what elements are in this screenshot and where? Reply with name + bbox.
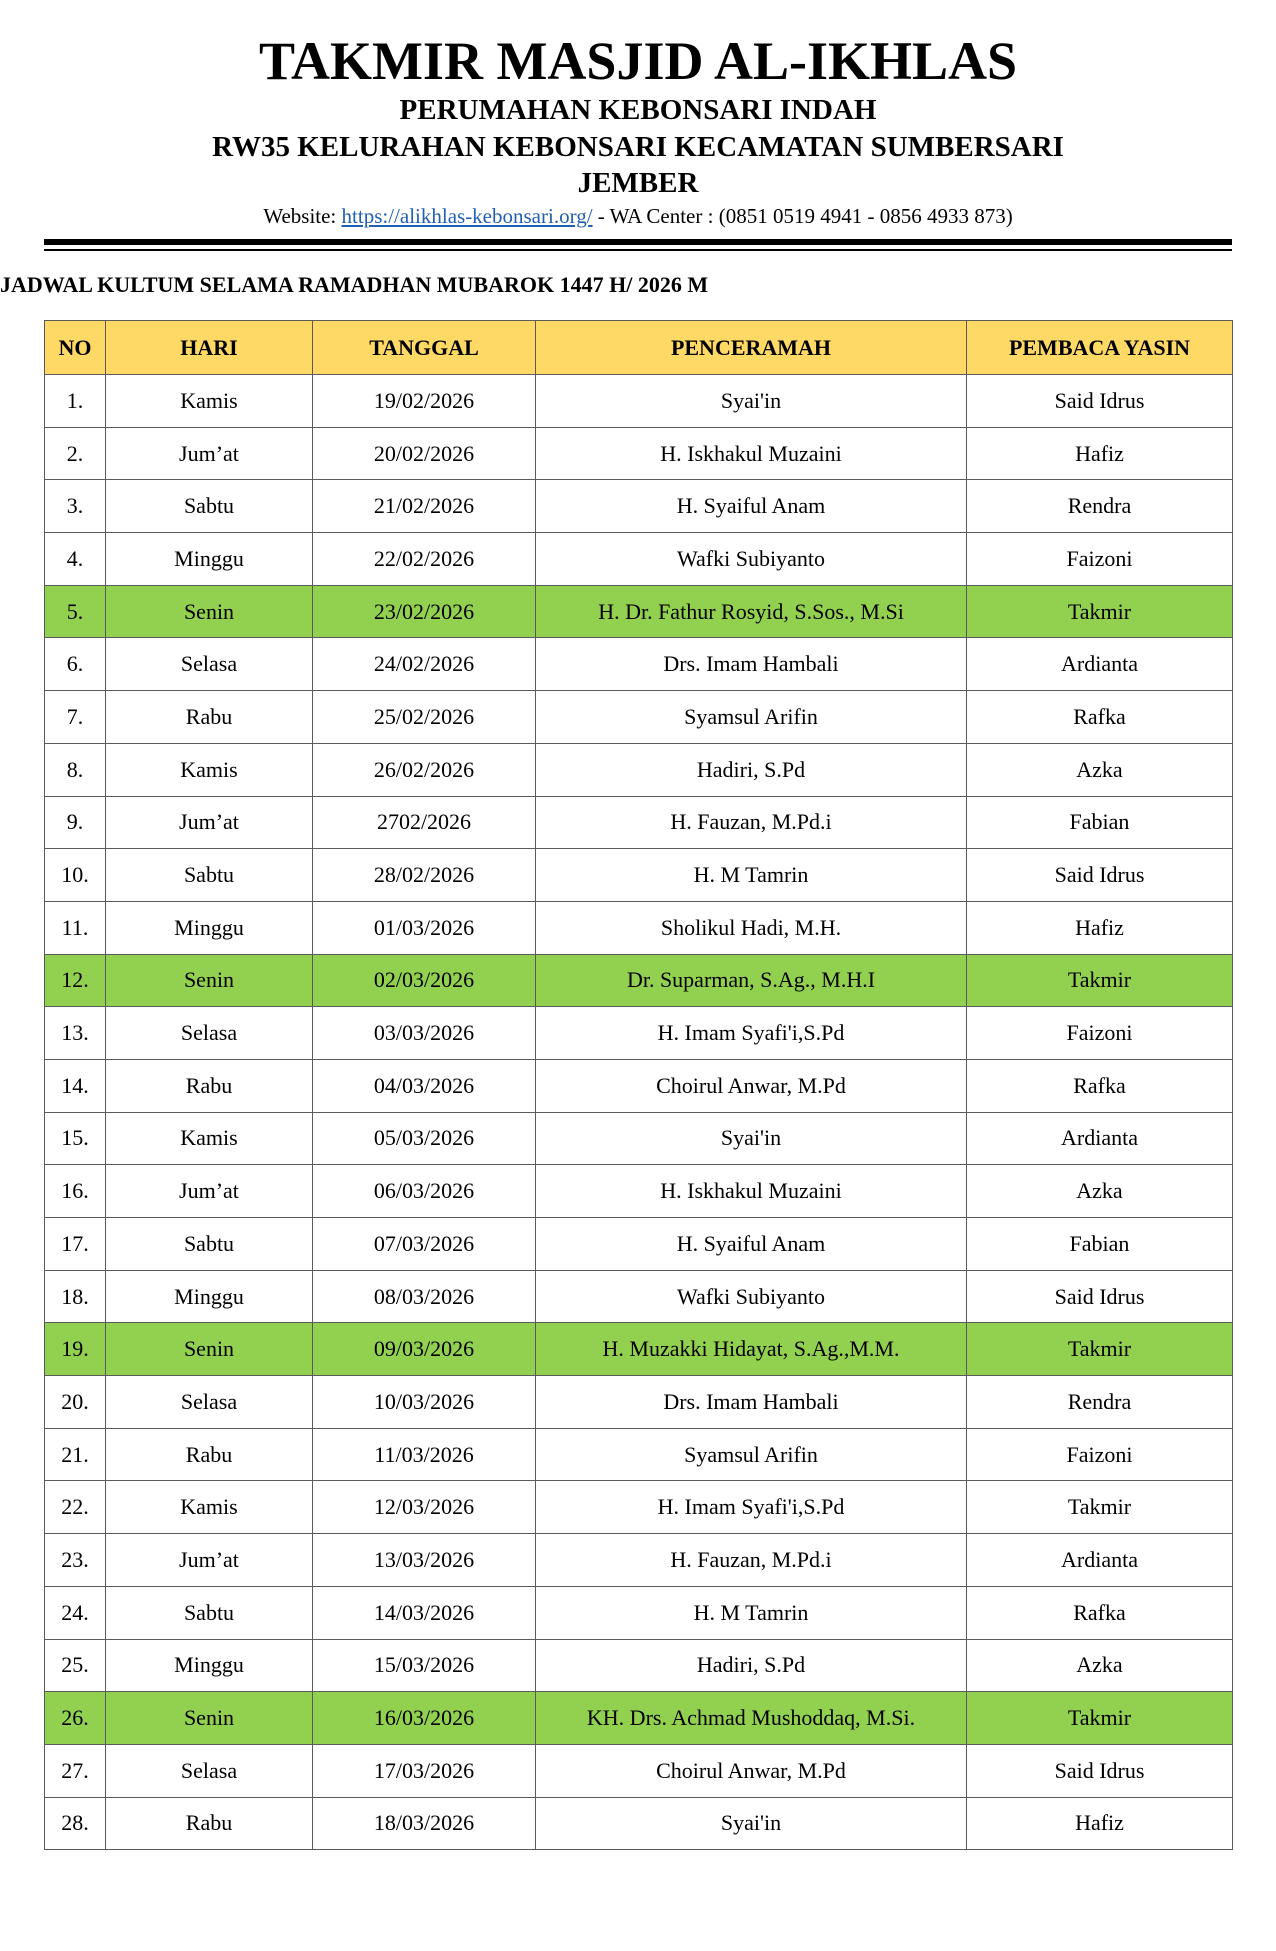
contact-line <box>0 202 1276 230</box>
cell-hari: Jum’at <box>106 1165 313 1218</box>
table-row <box>45 1692 1233 1745</box>
cell-penceramah: Syai'in <box>536 1112 967 1165</box>
table-row <box>45 1481 1233 1534</box>
cell-penceramah: Choirul Anwar, M.Pd <box>536 1059 967 1112</box>
cell-tanggal: 10/03/2026 <box>313 1376 536 1429</box>
cell-tanggal: 03/03/2026 <box>313 1007 536 1060</box>
cell-no: 9. <box>45 796 106 849</box>
cell-penceramah: H. Iskhakul Muzaini <box>536 1165 967 1218</box>
table-row <box>45 1639 1233 1692</box>
cell-tanggal: 17/03/2026 <box>313 1744 536 1797</box>
cell-hari: Sabtu <box>106 480 313 533</box>
column-header-tanggal: TANGGAL <box>313 321 536 375</box>
cell-tanggal: 07/03/2026 <box>313 1218 536 1271</box>
cell-pembaca-yasin: Fabian <box>967 1218 1233 1271</box>
cell-tanggal: 09/03/2026 <box>313 1323 536 1376</box>
cell-penceramah: H. Syaiful Anam <box>536 1218 967 1271</box>
table-row <box>45 1744 1233 1797</box>
column-header-no: NO <box>45 321 106 375</box>
table-row <box>45 1270 1233 1323</box>
cell-pembaca-yasin: Rendra <box>967 480 1233 533</box>
table-row <box>45 1428 1233 1481</box>
cell-tanggal: 01/03/2026 <box>313 901 536 954</box>
cell-pembaca-yasin: Ardianta <box>967 1534 1233 1587</box>
cell-tanggal: 23/02/2026 <box>313 585 536 638</box>
table-row <box>45 1797 1233 1850</box>
website-link[interactable]: https://alikhlas-kebonsari.org/ <box>341 204 593 228</box>
table-row <box>45 533 1233 586</box>
cell-no: 6. <box>45 638 106 691</box>
cell-tanggal: 06/03/2026 <box>313 1165 536 1218</box>
cell-pembaca-yasin: Said Idrus <box>967 849 1233 902</box>
table-row <box>45 743 1233 796</box>
cell-no: 1. <box>45 375 106 428</box>
cell-hari: Selasa <box>106 638 313 691</box>
cell-no: 15. <box>45 1112 106 1165</box>
cell-no: 24. <box>45 1586 106 1639</box>
cell-pembaca-yasin: Hafiz <box>967 1797 1233 1850</box>
cell-pembaca-yasin: Azka <box>967 1639 1233 1692</box>
table-row <box>45 901 1233 954</box>
cell-hari: Rabu <box>106 691 313 744</box>
cell-tanggal: 18/03/2026 <box>313 1797 536 1850</box>
cell-tanggal: 28/02/2026 <box>313 849 536 902</box>
cell-penceramah: Drs. Imam Hambali <box>536 1376 967 1429</box>
table-row <box>45 1586 1233 1639</box>
address-line-1: PERUMAHAN KEBONSARI INDAH <box>399 94 877 126</box>
schedule-table <box>44 320 1233 1850</box>
address-line-2: RW35 KELURAHAN KEBONSARI KECAMATAN SUMBERSARI <box>212 131 1064 163</box>
cell-pembaca-yasin: Said Idrus <box>967 1744 1233 1797</box>
cell-pembaca-yasin: Said Idrus <box>967 375 1233 428</box>
cell-hari: Jum’at <box>106 796 313 849</box>
cell-hari: Sabtu <box>106 1586 313 1639</box>
table-row <box>45 1323 1233 1376</box>
cell-penceramah: Dr. Suparman, S.Ag., M.H.I <box>536 954 967 1007</box>
table-row <box>45 1376 1233 1429</box>
cell-no: 16. <box>45 1165 106 1218</box>
table-row <box>45 480 1233 533</box>
cell-penceramah: H. Dr. Fathur Rosyid, S.Sos., M.Si <box>536 585 967 638</box>
table-row <box>45 585 1233 638</box>
table-row <box>45 691 1233 744</box>
cell-pembaca-yasin: Ardianta <box>967 1112 1233 1165</box>
table-row <box>45 1218 1233 1271</box>
cell-hari: Sabtu <box>106 849 313 902</box>
column-header-hari: HARI <box>106 321 313 375</box>
cell-tanggal: 05/03/2026 <box>313 1112 536 1165</box>
cell-penceramah: H. M Tamrin <box>536 849 967 902</box>
cell-hari: Senin <box>106 1323 313 1376</box>
cell-hari: Minggu <box>106 901 313 954</box>
cell-hari: Kamis <box>106 1112 313 1165</box>
cell-no: 23. <box>45 1534 106 1587</box>
cell-no: 3. <box>45 480 106 533</box>
cell-no: 28. <box>45 1797 106 1850</box>
cell-tanggal: 14/03/2026 <box>313 1586 536 1639</box>
cell-tanggal: 02/03/2026 <box>313 954 536 1007</box>
schedule-title: JADWAL KULTUM SELAMA RAMADHAN MUBAROK 1447 H/ 2026 M <box>0 272 709 297</box>
cell-tanggal: 12/03/2026 <box>313 1481 536 1534</box>
cell-penceramah: H. Fauzan, M.Pd.i <box>536 796 967 849</box>
cell-tanggal: 21/02/2026 <box>313 480 536 533</box>
cell-no: 5. <box>45 585 106 638</box>
cell-no: 4. <box>45 533 106 586</box>
cell-hari: Kamis <box>106 375 313 428</box>
table-row <box>45 1534 1233 1587</box>
cell-pembaca-yasin: Takmir <box>967 1323 1233 1376</box>
cell-no: 8. <box>45 743 106 796</box>
cell-hari: Senin <box>106 1692 313 1745</box>
website-label: Website: <box>263 204 342 228</box>
address-line-3: JEMBER <box>577 167 699 199</box>
cell-tanggal: 08/03/2026 <box>313 1270 536 1323</box>
cell-hari: Selasa <box>106 1744 313 1797</box>
table-row <box>45 1059 1233 1112</box>
cell-no: 18. <box>45 1270 106 1323</box>
cell-tanggal: 04/03/2026 <box>313 1059 536 1112</box>
table-header-row <box>45 321 1233 375</box>
cell-penceramah: Syai'in <box>536 1797 967 1850</box>
cell-hari: Selasa <box>106 1007 313 1060</box>
cell-pembaca-yasin: Rafka <box>967 1586 1233 1639</box>
cell-penceramah: Hadiri, S.Pd <box>536 1639 967 1692</box>
table-row <box>45 796 1233 849</box>
cell-hari: Jum’at <box>106 427 313 480</box>
cell-pembaca-yasin: Azka <box>967 1165 1233 1218</box>
cell-hari: Minggu <box>106 1639 313 1692</box>
cell-pembaca-yasin: Takmir <box>967 954 1233 1007</box>
cell-hari: Kamis <box>106 743 313 796</box>
cell-penceramah: Drs. Imam Hambali <box>536 638 967 691</box>
cell-hari: Kamis <box>106 1481 313 1534</box>
cell-no: 10. <box>45 849 106 902</box>
cell-penceramah: Wafki Subiyanto <box>536 533 967 586</box>
cell-penceramah: H. Imam Syafi'i,S.Pd <box>536 1481 967 1534</box>
column-header-penceramah: PENCERAMAH <box>536 321 967 375</box>
cell-pembaca-yasin: Hafiz <box>967 427 1233 480</box>
cell-pembaca-yasin: Faizoni <box>967 533 1233 586</box>
column-header-pembaca-yasin: PEMBACA YASIN <box>967 321 1233 375</box>
table-row <box>45 375 1233 428</box>
cell-no: 17. <box>45 1218 106 1271</box>
cell-pembaca-yasin: Takmir <box>967 1692 1233 1745</box>
cell-hari: Jum’at <box>106 1534 313 1587</box>
cell-hari: Minggu <box>106 1270 313 1323</box>
organization-title: TAKMIR MASJID AL-IKHLAS <box>258 31 1018 91</box>
table-row <box>45 1112 1233 1165</box>
cell-penceramah: H. Imam Syafi'i,S.Pd <box>536 1007 967 1060</box>
cell-pembaca-yasin: Fabian <box>967 796 1233 849</box>
cell-tanggal: 20/02/2026 <box>313 427 536 480</box>
cell-penceramah: Syai'in <box>536 375 967 428</box>
divider-thick <box>44 239 1232 245</box>
table-row <box>45 1165 1233 1218</box>
cell-no: 25. <box>45 1639 106 1692</box>
cell-pembaca-yasin: Rafka <box>967 1059 1233 1112</box>
cell-pembaca-yasin: Rafka <box>967 691 1233 744</box>
cell-pembaca-yasin: Rendra <box>967 1376 1233 1429</box>
cell-no: 2. <box>45 427 106 480</box>
cell-penceramah: Syamsul Arifin <box>536 1428 967 1481</box>
cell-penceramah: H. M Tamrin <box>536 1586 967 1639</box>
cell-hari: Sabtu <box>106 1218 313 1271</box>
cell-penceramah: Sholikul Hadi, M.H. <box>536 901 967 954</box>
cell-penceramah: H. Muzakki Hidayat, S.Ag.,M.M. <box>536 1323 967 1376</box>
cell-tanggal: 25/02/2026 <box>313 691 536 744</box>
cell-hari: Rabu <box>106 1428 313 1481</box>
cell-no: 27. <box>45 1744 106 1797</box>
cell-tanggal: 15/03/2026 <box>313 1639 536 1692</box>
cell-hari: Rabu <box>106 1797 313 1850</box>
cell-no: 19. <box>45 1323 106 1376</box>
cell-hari: Selasa <box>106 1376 313 1429</box>
table-row <box>45 427 1233 480</box>
cell-tanggal: 16/03/2026 <box>313 1692 536 1745</box>
cell-hari: Senin <box>106 585 313 638</box>
cell-tanggal: 19/02/2026 <box>313 375 536 428</box>
cell-tanggal: 13/03/2026 <box>313 1534 536 1587</box>
cell-pembaca-yasin: Faizoni <box>967 1428 1233 1481</box>
cell-no: 21. <box>45 1428 106 1481</box>
cell-tanggal: 22/02/2026 <box>313 533 536 586</box>
cell-pembaca-yasin: Takmir <box>967 585 1233 638</box>
cell-tanggal: 24/02/2026 <box>313 638 536 691</box>
cell-tanggal: 11/03/2026 <box>313 1428 536 1481</box>
table-row <box>45 849 1233 902</box>
cell-no: 22. <box>45 1481 106 1534</box>
cell-penceramah: H. Fauzan, M.Pd.i <box>536 1534 967 1587</box>
cell-pembaca-yasin: Takmir <box>967 1481 1233 1534</box>
cell-no: 26. <box>45 1692 106 1745</box>
cell-pembaca-yasin: Ardianta <box>967 638 1233 691</box>
cell-penceramah: Choirul Anwar, M.Pd <box>536 1744 967 1797</box>
cell-no: 20. <box>45 1376 106 1429</box>
cell-pembaca-yasin: Faizoni <box>967 1007 1233 1060</box>
divider-thin <box>44 249 1232 251</box>
cell-penceramah: H. Iskhakul Muzaini <box>536 427 967 480</box>
cell-pembaca-yasin: Azka <box>967 743 1233 796</box>
cell-hari: Minggu <box>106 533 313 586</box>
cell-pembaca-yasin: Hafiz <box>967 901 1233 954</box>
table-row <box>45 1007 1233 1060</box>
cell-no: 7. <box>45 691 106 744</box>
cell-penceramah: H. Syaiful Anam <box>536 480 967 533</box>
table-row <box>45 954 1233 1007</box>
cell-hari: Senin <box>106 954 313 1007</box>
cell-no: 11. <box>45 901 106 954</box>
cell-pembaca-yasin: Said Idrus <box>967 1270 1233 1323</box>
cell-tanggal: 26/02/2026 <box>313 743 536 796</box>
cell-tanggal: 2702/2026 <box>313 796 536 849</box>
cell-penceramah: Syamsul Arifin <box>536 691 967 744</box>
cell-no: 14. <box>45 1059 106 1112</box>
cell-penceramah: Hadiri, S.Pd <box>536 743 967 796</box>
cell-penceramah: Wafki Subiyanto <box>536 1270 967 1323</box>
wa-center-text: - WA Center : (0851 0519 4941 - 0856 4933 873) <box>592 204 1013 228</box>
cell-no: 12. <box>45 954 106 1007</box>
cell-penceramah: KH. Drs. Achmad Mushoddaq, M.Si. <box>536 1692 967 1745</box>
cell-hari: Rabu <box>106 1059 313 1112</box>
cell-no: 13. <box>45 1007 106 1060</box>
table-row <box>45 638 1233 691</box>
